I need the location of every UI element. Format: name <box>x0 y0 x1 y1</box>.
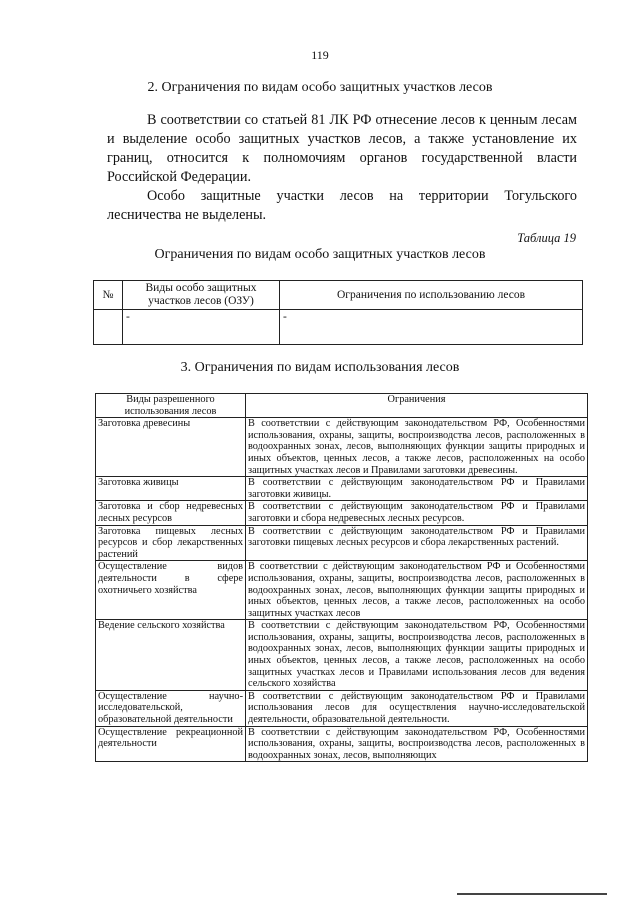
restriction-cell: В соответствии с действующим законодательством РФ, Особенностями использования, охраны, защиты, воспроизводства лесов, расположенных в водоохранных зонах, лесов, выполняющих функции защиты природных и иных объектов, ценных лесов, а также лесов, расположенных на особо защитных участках лесов и Правилами заготовки древесины. <box>246 418 588 477</box>
use-type-cell: Ведение сельского хозяйства <box>96 620 246 691</box>
column-header: Виды особо защитных участков лесов (ОЗУ) <box>123 281 280 310</box>
column-header: Ограничения по использованию лесов <box>280 281 583 310</box>
use-type-cell: Заготовка пищевых лесных ресурсов и сбор лекарственных растений <box>96 525 246 561</box>
restriction-cell: В соответствии с действующим законодательством РФ и Особенностями использования, охраны, защиты, воспроизводства лесов, расположенных в водоохранных зонах, лесов, выполняющих функции защиты природных и иных объектов, ценных лесов, а также лесов, расположенных на особо защитных участках лесов <box>246 561 588 620</box>
table-header-row <box>94 281 583 310</box>
use-type-cell: Заготовка живицы <box>96 477 246 501</box>
paragraph: В соответствии со статьей 81 ЛК РФ отнесение лесов к ценным лесам и выделение особо защитных участков лесов, а также установление их границ, относится к полномочиям органов государственной власти Российской Федерации. <box>107 112 577 185</box>
table-title: Ограничения по видам особо защитных участков лесов <box>154 247 486 262</box>
restriction-cell: В соответствии с действующим законодательством РФ, Особенностями использования, охраны, защиты, воспроизводства лесов, расположенных в водоохранных зонах, лесов, выполняющих функции защиты природных и иных объектов, ценных лесов, а также лесов, расположенных на особо защитных участках лесов и Правилами использования лесов для ведения сельского хозяйства <box>246 620 588 691</box>
column-header: Виды разрешенного использования лесов <box>96 394 246 418</box>
table-cell: - <box>280 310 583 345</box>
use-type-cell: Заготовка древесины <box>96 418 246 477</box>
table-cell <box>94 310 123 345</box>
section-3-heading: 3. Ограничения по видам использования лесов <box>180 360 460 375</box>
table-cell: - <box>123 310 280 345</box>
table-row <box>96 525 588 561</box>
section-2-text <box>107 111 577 225</box>
forest-use-restrictions-table <box>95 393 588 762</box>
restriction-cell: В соответствии с действующим законодательством РФ и Правилами использования лесов для осуществления научно-исследовательской деятельности, образовательной деятельности. <box>246 690 588 726</box>
use-type-cell: Осуществление научно-исследовательской, образовательной деятельности <box>96 690 246 726</box>
table-row <box>96 561 588 620</box>
column-header: Ограничения <box>246 394 588 418</box>
paragraph: Особо защитные участки лесов на территории Тогульского лесничества не выделены. <box>107 188 577 223</box>
column-header: № <box>94 281 123 310</box>
table-label: Таблица 19 <box>517 231 576 245</box>
restriction-cell: В соответствии с действующим законодательством РФ и Правилами заготовки живицы. <box>246 477 588 501</box>
table-19 <box>93 280 583 345</box>
footer-rule <box>457 893 607 895</box>
table-row <box>96 726 588 762</box>
use-type-cell: Заготовка и сбор недревесных лесных ресурсов <box>96 501 246 525</box>
table-header-row <box>96 394 588 418</box>
page-number: 119 <box>311 48 329 62</box>
table-row <box>96 501 588 525</box>
table-row <box>96 620 588 691</box>
table-row <box>96 477 588 501</box>
section-2-heading: 2. Ограничения по видам особо защитных участков лесов <box>147 80 493 95</box>
table-row <box>94 310 583 345</box>
use-type-cell: Осуществление видов деятельности в сфере охотничьего хозяйства <box>96 561 246 620</box>
restriction-cell: В соответствии с действующим законодательством РФ и Правилами заготовки и сбора недревесных лесных ресурсов. <box>246 501 588 525</box>
restriction-cell: В соответствии с действующим законодательством РФ, Особенностями использования, охраны, защиты, воспроизводства лесов, расположенных в водоохранных зонах, лесов, выполняющих <box>246 726 588 762</box>
table-row <box>96 690 588 726</box>
restriction-cell: В соответствии с действующим законодательством РФ и Правилами заготовки пищевых лесных ресурсов и сбора лекарственных растений. <box>246 525 588 561</box>
use-type-cell: Осуществление рекреационной деятельности <box>96 726 246 762</box>
table-row <box>96 418 588 477</box>
